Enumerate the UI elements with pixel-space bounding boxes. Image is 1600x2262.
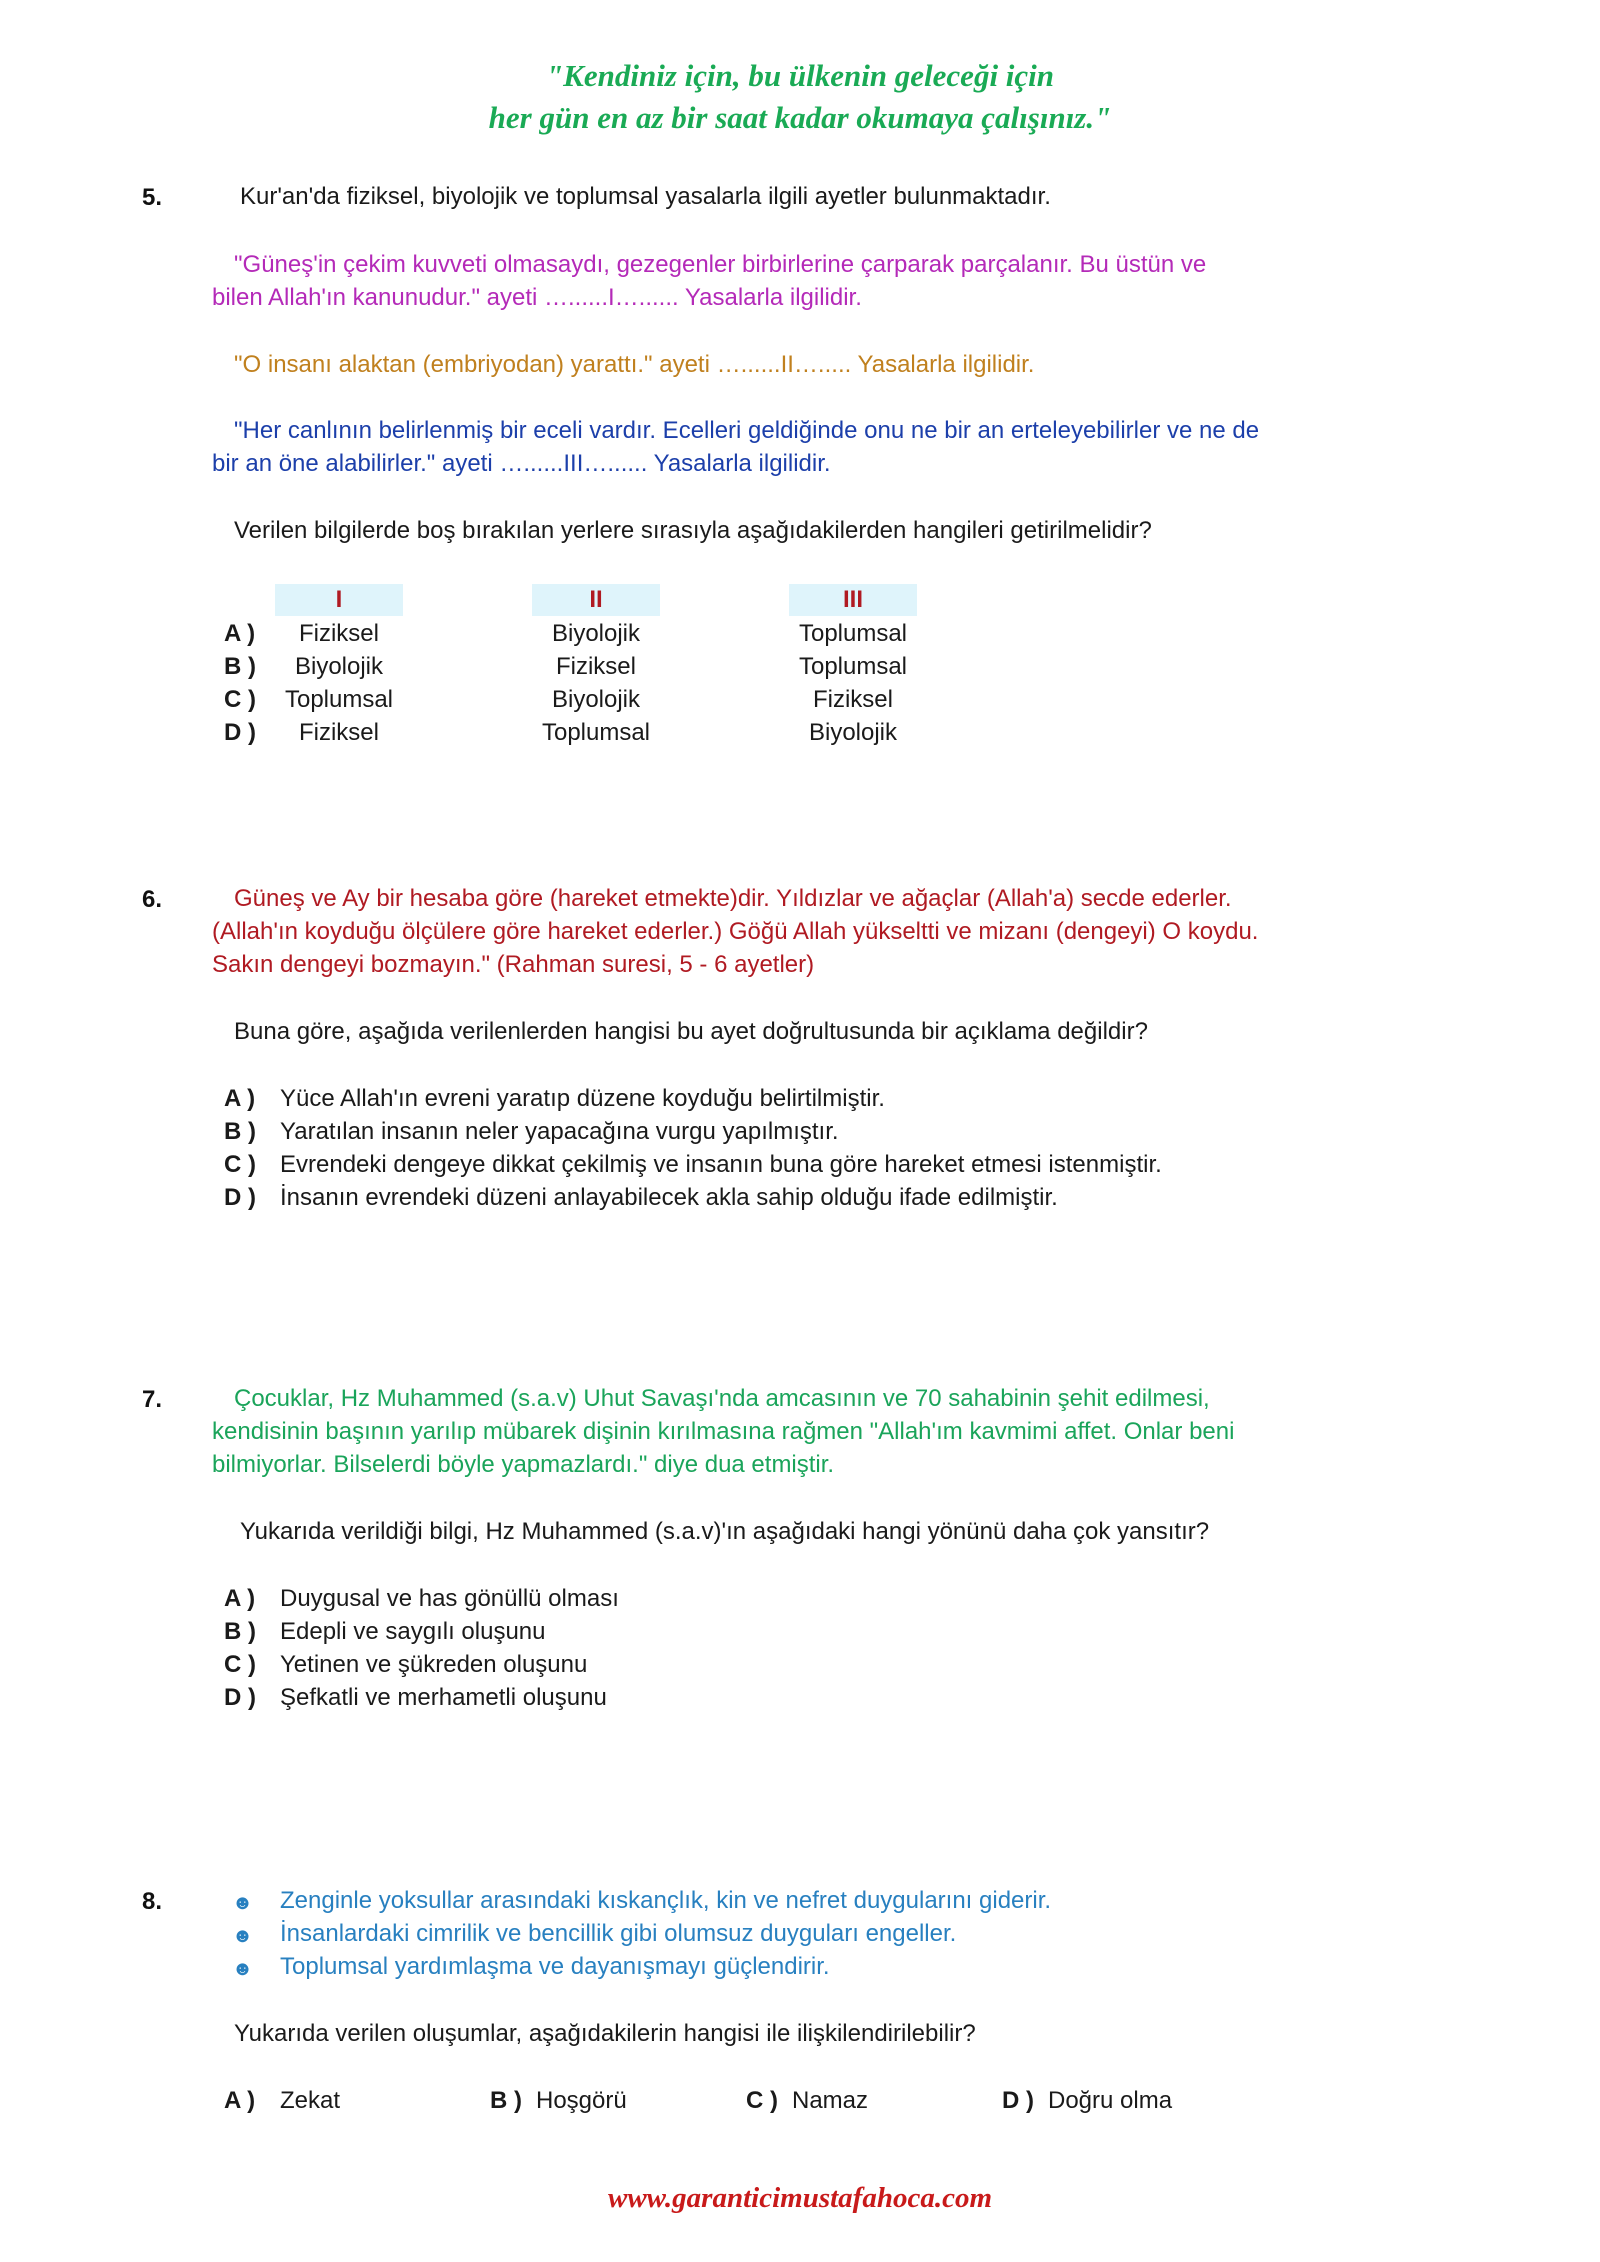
question-number: 8.	[142, 1888, 163, 1915]
option-letter: C )	[224, 1651, 256, 1678]
question-text: Yukarıda verilen oluşumlar, aşağıdakilerin hangisi ile ilişkilendirilebilir?	[234, 2020, 976, 2047]
text-line-2: kendisinin başının yarılıp mübarek dişinin kırılmasına rağmen "Allah'ım kavmimi affet. Onlar beni	[212, 1418, 1235, 1445]
option-cell: Toplumsal	[798, 620, 908, 647]
verse-line-1: Güneş ve Ay bir hesaba göre (hareket etmekte)dir. Yıldızlar ve ağaçlar (Allah'a) secde ederler.	[234, 885, 1232, 912]
option-text: Namaz	[792, 2087, 869, 2114]
option-letter: B )	[224, 1118, 256, 1145]
option-cell: Biyolojik	[294, 653, 384, 680]
motto-line-2: her gün en az bir saat kadar okumaya çalışınız."	[488, 100, 1112, 135]
verse-3-line-2: bir an öne alabilirler." ayeti …......III…...... Yasalarla ilgilidir.	[212, 450, 831, 477]
verse-line-3: Sakın dengeyi bozmayın." (Rahman suresi, 5 - 6 ayetler)	[212, 951, 815, 978]
option-letter: B )	[224, 653, 256, 680]
option-cell: Fiziksel	[298, 719, 379, 746]
option-cell: Fiziksel	[298, 620, 379, 647]
column-header-ii: II	[532, 584, 660, 616]
option-cell: Biyolojik	[551, 686, 641, 713]
verse-line-2: (Allah'ın koyduğu ölçülere göre hareket ederler.) Göğü Allah yükseltti ve mizanı (dengeyi) O koydu.	[212, 918, 1259, 945]
option-cell: Biyolojik	[551, 620, 641, 647]
option-letter: C )	[746, 2087, 778, 2114]
verse-1-line-1: "Güneş'in çekim kuvveti olmasaydı, gezegenler birbirlerine çarparak parçalanır. Bu üstün ve	[234, 251, 1207, 278]
option-text: Duygusal ve has gönüllü olması	[280, 1585, 619, 1612]
option-text: Yüce Allah'ın evreni yaratıp düzene koyduğu belirtilmiştir.	[280, 1085, 885, 1112]
option-letter: D )	[224, 719, 256, 746]
question-number: 6.	[142, 886, 163, 913]
question-text: Verilen bilgilerde boş bırakılan yerlere sırasıyla aşağıdakilerden hangileri getirilmelidir?	[234, 517, 1152, 544]
option-cell: Toplumsal	[284, 686, 394, 713]
text-line-1: Çocuklar, Hz Muhammed (s.a.v) Uhut Savaşı'nda amcasının ve 70 sahabinin şehit edilmesi,	[234, 1385, 1210, 1412]
footer-website: www.garanticimustafahoca.com	[607, 2182, 993, 2214]
bullet-item: Zenginle yoksullar arasındaki kıskançlık, kin ve nefret duygularını giderir.	[280, 1887, 1052, 1914]
option-letter: B )	[490, 2087, 522, 2114]
option-text: Edepli ve saygılı oluşunu	[280, 1618, 546, 1645]
option-cell: Toplumsal	[798, 653, 908, 680]
option-letter: D )	[224, 1184, 256, 1211]
verse-2: "O insanı alaktan (embriyodan) yarattı." ayeti …......II…..... Yasalarla ilgilidir.	[234, 351, 1035, 378]
option-text: Şefkatli ve merhametli oluşunu	[280, 1684, 607, 1711]
verse-3-line-1: "Her canlının belirlenmiş bir eceli vardır. Ecelleri geldiğinde onu ne bir an erteleyebilirler ve ne de	[234, 417, 1260, 444]
motto-line-1: "Kendiniz için, bu ülkenin geleceği için	[545, 58, 1055, 93]
column-header-iii: III	[789, 584, 917, 616]
verse-1-line-2: bilen Allah'ın kanunudur." ayeti …......I…...... Yasalarla ilgilidir.	[212, 284, 862, 311]
option-text: Doğru olma	[1048, 2087, 1173, 2114]
question-text: Buna göre, aşağıda verilenlerden hangisi bu ayet doğrultusunda bir açıklama değildir?	[234, 1018, 1148, 1045]
option-letter: D )	[224, 1684, 256, 1711]
question-intro: Kur'an'da fiziksel, biyolojik ve toplumsal yasalarla ilgili ayetler bulunmaktadır.	[240, 183, 1051, 210]
option-letter: C )	[224, 1151, 256, 1178]
question-number: 5.	[142, 184, 163, 211]
option-letter: D )	[1002, 2087, 1034, 2114]
text-line-3: bilmiyorlar. Bilselerdi böyle yapmazlardı." diye dua etmiştir.	[212, 1451, 835, 1478]
option-letter: A )	[224, 2087, 256, 2114]
option-text: Hoşgörü	[536, 2087, 627, 2114]
question-number: 7.	[142, 1386, 163, 1413]
option-letter: C )	[224, 686, 256, 713]
bullet-item: İnsanlardaki cimrilik ve bencillik gibi olumsuz duyguları engeller.	[280, 1920, 957, 1947]
bullet-item: Toplumsal yardımlaşma ve dayanışmayı güçlendirir.	[280, 1953, 830, 1980]
option-letter: A )	[224, 1585, 256, 1612]
column-header-i: I	[275, 584, 403, 616]
option-cell: Fiziksel	[812, 686, 893, 713]
option-text: Yetinen ve şükreden oluşunu	[280, 1651, 588, 1678]
option-letter: A )	[224, 620, 256, 647]
option-letter: A )	[224, 1085, 256, 1112]
option-text: İnsanın evrendeki düzeni anlayabilecek akla sahip olduğu ifade edilmiştir.	[280, 1184, 1058, 1211]
question-text: Yukarıda verildiği bilgi, Hz Muhammed (s.a.v)'ın aşağıdaki hangi yönünü daha çok yansıtır?	[240, 1518, 1210, 1545]
smiley-bullet-icon: ☻	[232, 1958, 254, 1980]
option-text: Zekat	[280, 2087, 341, 2114]
option-letter: B )	[224, 1618, 256, 1645]
option-cell: Toplumsal	[541, 719, 651, 746]
smiley-bullet-icon: ☻	[232, 1925, 254, 1947]
option-cell: Fiziksel	[555, 653, 636, 680]
smiley-bullet-icon: ☻	[232, 1892, 254, 1914]
option-text: Yaratılan insanın neler yapacağına vurgu yapılmıştır.	[280, 1118, 839, 1145]
option-text: Evrendeki dengeye dikkat çekilmiş ve insanın buna göre hareket etmesi istenmiştir.	[280, 1151, 1162, 1178]
option-cell: Biyolojik	[808, 719, 898, 746]
